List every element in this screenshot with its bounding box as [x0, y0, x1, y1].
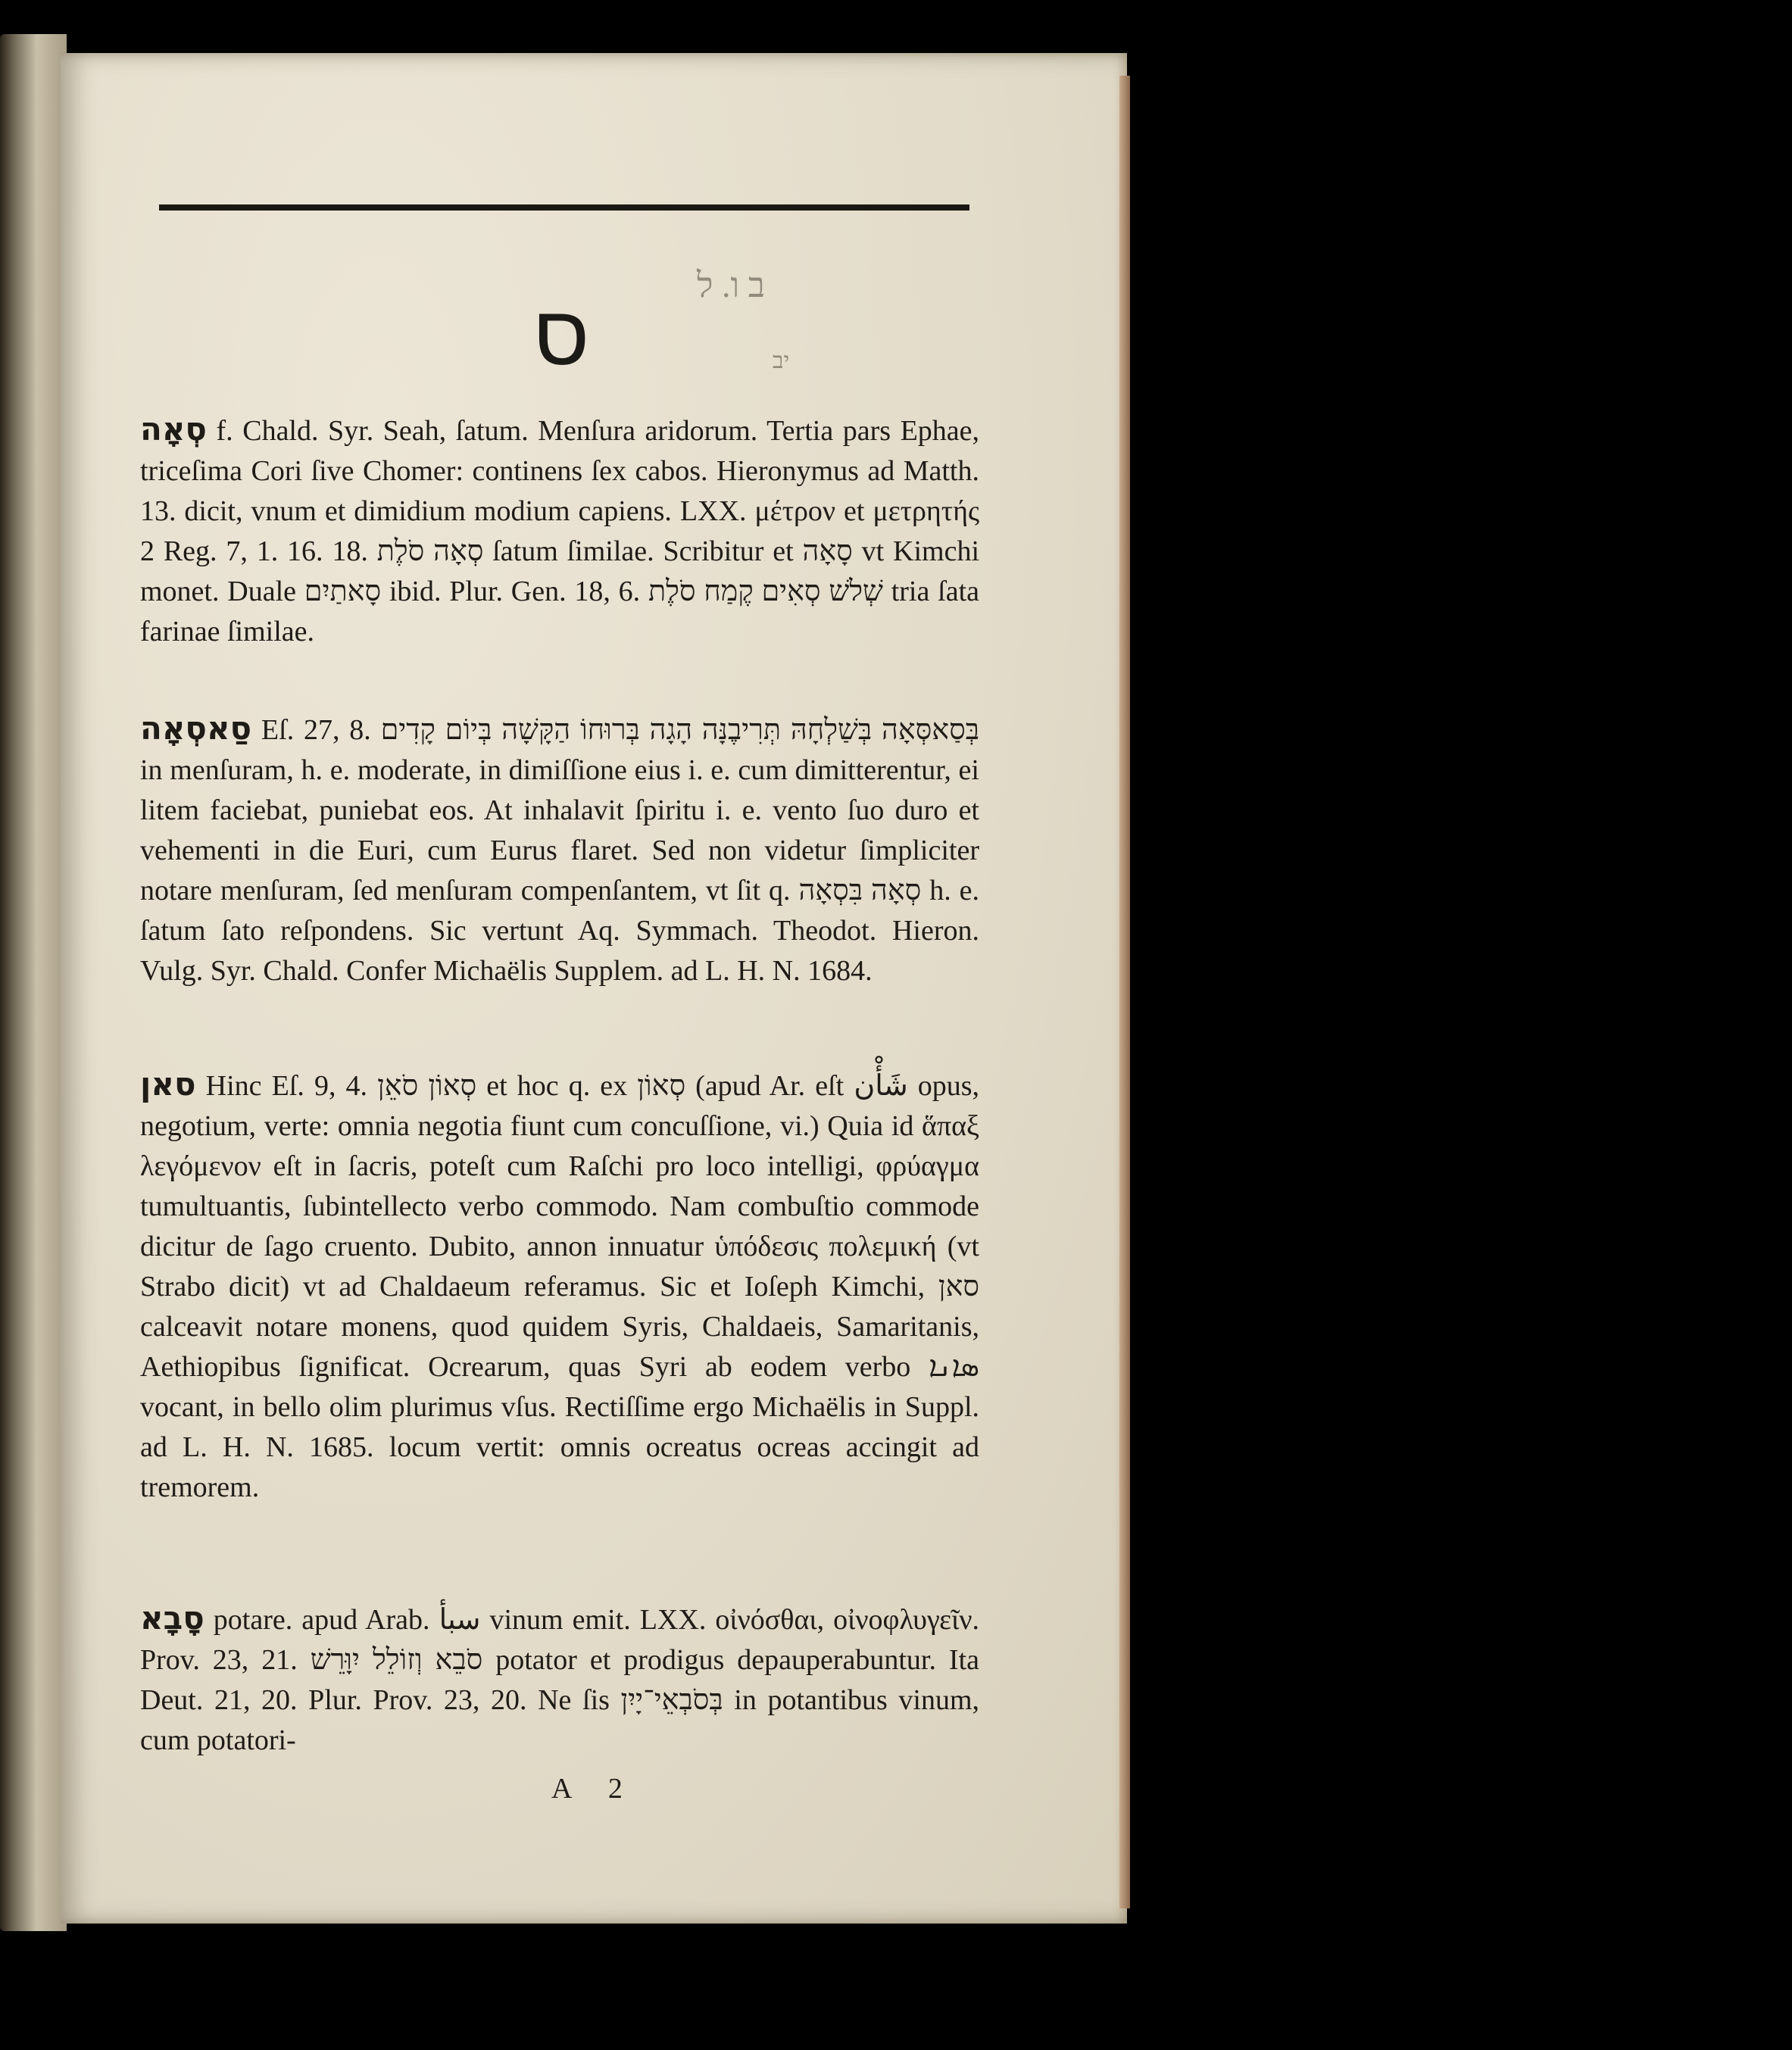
section-letter: ס — [531, 280, 590, 385]
entry-text: Eſ. 27, 8. בְּסַאסְּאָה בְּשַׁלְחָהּ תְּרִיבֶנָּה הָגָה בְּרוּחוֹ הַקָּשָׁה בְּיוֹם קָדִים in menſuram, h. e. moderate, in dimiſſione eius i. e. cum dimitterentur, ei litem faciebat, puniebat eos. At inhalavit ſpiritu i. e. vento ſuo duro et vehementi in die Euri, cum Eurus flaret. Sed non videtur ſimpliciter notare menſuram, ſed menſuram compenſantem, vt ſit q. סְאָה בִּסְאָה h. e. ſatum ſato reſpondens. Sic vertunt Aq. Symmach. Theodot. Hieron. Vulg. Syr. Chald. Confer Michaëlis Supplem. ad L. H. N. 1684. — [140, 714, 980, 987]
entry-text: potare. apud Arab. سبأ vinum emit. LXX. οἰνόσθαι, οἰνοφλυγεῖν. Prov. 23, 21. סֹבֵא וְזוֹלֵל יִוָּרֵשׁ potator et prodigus depauperabuntur. Ita Deut. 21, 20. Plur. Prov. 23, 20. Ne ſis בְּסֹבְאֵי־יָיִן in potantibus vinum, cum potatori- — [140, 1604, 980, 1756]
show-through-mark-2: יב — [773, 348, 790, 373]
entry-saan — [140, 1064, 979, 1508]
entry-text: Hinc Eſ. 9, 4. סְאוֹן סֹאֵן et hoc q. ex סְאוֹן (apud Ar. eſt شَأْن opus, negotium, verte: omnia negotia fiunt cum concuſſione, vi.) Quia id ἅπαξ λεγόμενον eſt in ſacris, poteſt cum Raſchi pro loco intelligi, φρύαγμα tumultuantis, ſubintellecto verbo commodo. Nam combuſtio commode dicitur de ſago cruento. Dubito, annon innuatur ὑπόδεσις πολεμική (vt Strabo dicit) vt ad Chaldaeum referamus. Sic et Ioſeph Kimchi, סאן calceavit notare monens, quod quidem Syris, Chaldaeis, Samaritanis, Aethiopibus ſignificat. Ocrearum, quas Syri ab eodem verbo ܣܐܢܐ vocant, in bello olim plurimus vſus. Rectiſſime ergo Michaëlis in Suppl. ad L. H. N. 1685. locum vertit: omnis ocreatus ocreas accingit ad tremorem. — [140, 1070, 980, 1503]
headword: סַאסְאָה — [140, 710, 252, 747]
show-through-mark-1: ב ו. ל — [697, 266, 765, 304]
header-rule — [159, 204, 969, 211]
entry-text: f. Chald. Syr. Seah, ſatum. Menſura aridorum. Tertia pars Ephae, triceſima Cori ſive Chomer: continens ſex cabos. Hieronymus ad Matth. 13. dicit, vnum et dimidium modium capiens. LXX. μέτρον et μετρητής 2 Reg. 7, 1. 16. 18. סְאָה סֹלֶת ſatum ſimilae. Scribitur et סָאָה vt Kimchi monet. Duale סָאתַיִם ibid. Plur. Gen. 18, 6. שְׁלשׁ סְאִים קֶמַח סֹלֶת tria ſata farinae ſimilae. — [140, 415, 980, 647]
headword: סְאָה — [140, 410, 207, 448]
entry-sasseah — [140, 708, 979, 991]
headword: סָבָא — [140, 1599, 204, 1637]
page-number: A 2 — [551, 1773, 638, 1805]
headword: סאן — [140, 1066, 196, 1103]
facing-page-edge — [0, 34, 67, 1931]
entry-seah — [140, 409, 979, 652]
entry-sava — [140, 1598, 979, 1761]
page-right-edge — [1119, 76, 1130, 1908]
